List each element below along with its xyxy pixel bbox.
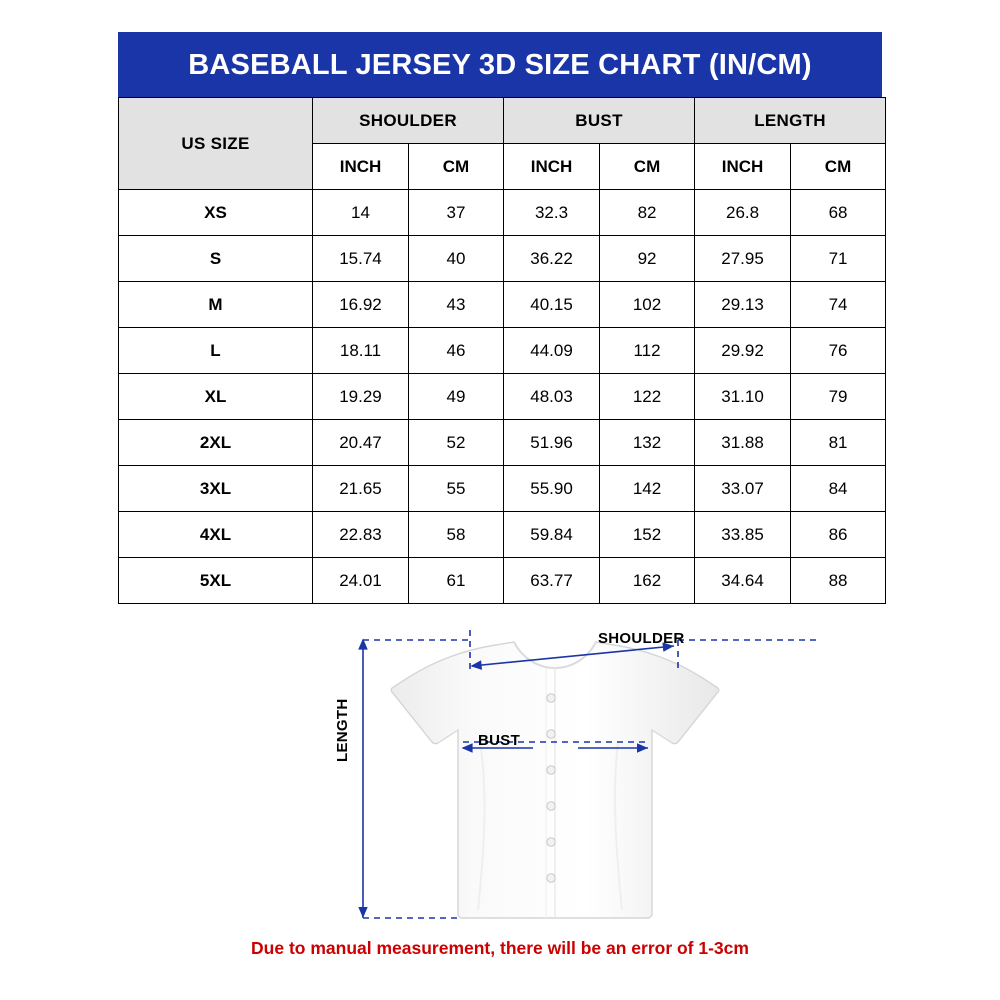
cell-bust-cm: 92 — [600, 236, 695, 282]
cell-shoulder-cm: 52 — [409, 420, 504, 466]
cell-bust-inch: 48.03 — [504, 374, 600, 420]
cell-bust-cm: 142 — [600, 466, 695, 512]
table-row — [119, 420, 886, 466]
cell-length-cm: 76 — [791, 328, 886, 374]
table-body — [119, 190, 886, 604]
cell-length-inch: 33.07 — [695, 466, 791, 512]
table-row — [119, 236, 886, 282]
jersey-garment-shape — [391, 642, 719, 918]
cell-bust-inch: 32.3 — [504, 190, 600, 236]
cell-bust-inch: 51.96 — [504, 420, 600, 466]
cell-shoulder-cm: 61 — [409, 558, 504, 604]
cell-size: XL — [119, 374, 313, 420]
cell-bust-cm: 122 — [600, 374, 695, 420]
table-row — [119, 374, 886, 420]
cell-length-inch: 34.64 — [695, 558, 791, 604]
cell-length-cm: 71 — [791, 236, 886, 282]
cell-length-cm: 84 — [791, 466, 886, 512]
table-row — [119, 558, 886, 604]
cell-bust-inch: 55.90 — [504, 466, 600, 512]
cell-length-inch: 33.85 — [695, 512, 791, 558]
table-group-header-row — [119, 98, 886, 144]
cell-bust-cm: 152 — [600, 512, 695, 558]
table-row — [119, 282, 886, 328]
cell-length-cm: 86 — [791, 512, 886, 558]
cell-length-inch: 31.88 — [695, 420, 791, 466]
cell-shoulder-cm: 43 — [409, 282, 504, 328]
size-chart-container — [118, 32, 882, 604]
cell-size: M — [119, 282, 313, 328]
cell-shoulder-inch: 15.74 — [313, 236, 409, 282]
cell-bust-inch: 44.09 — [504, 328, 600, 374]
cell-bust-cm: 162 — [600, 558, 695, 604]
cell-length-cm: 88 — [791, 558, 886, 604]
cell-bust-inch: 63.77 — [504, 558, 600, 604]
cell-bust-cm: 112 — [600, 328, 695, 374]
cell-size: 5XL — [119, 558, 313, 604]
cell-shoulder-inch: 16.92 — [313, 282, 409, 328]
unit-header-length-cm: CM — [791, 144, 886, 190]
cell-shoulder-cm: 58 — [409, 512, 504, 558]
column-header-length: LENGTH — [695, 98, 886, 144]
cell-size: 4XL — [119, 512, 313, 558]
cell-shoulder-inch: 14 — [313, 190, 409, 236]
unit-header-length-inch: INCH — [695, 144, 791, 190]
cell-shoulder-inch: 19.29 — [313, 374, 409, 420]
cell-shoulder-inch: 18.11 — [313, 328, 409, 374]
cell-length-inch: 29.13 — [695, 282, 791, 328]
cell-bust-cm: 82 — [600, 190, 695, 236]
column-header-bust: BUST — [504, 98, 695, 144]
cell-bust-cm: 102 — [600, 282, 695, 328]
cell-length-cm: 68 — [791, 190, 886, 236]
table-row — [119, 190, 886, 236]
unit-header-bust-inch: INCH — [504, 144, 600, 190]
cell-shoulder-inch: 20.47 — [313, 420, 409, 466]
label-length: LENGTH — [334, 698, 351, 762]
page-title: BASEBALL JERSEY 3D SIZE CHART (IN/CM) — [118, 32, 882, 97]
size-chart-table — [118, 97, 886, 604]
cell-length-inch: 31.10 — [695, 374, 791, 420]
cell-length-cm: 81 — [791, 420, 886, 466]
unit-header-shoulder-cm: CM — [409, 144, 504, 190]
cell-size: 2XL — [119, 420, 313, 466]
cell-shoulder-inch: 24.01 — [313, 558, 409, 604]
cell-bust-inch: 59.84 — [504, 512, 600, 558]
measurement-illustration — [118, 622, 882, 932]
cell-shoulder-inch: 21.65 — [313, 466, 409, 512]
table-row — [119, 466, 886, 512]
cell-length-inch: 27.95 — [695, 236, 791, 282]
cell-bust-inch: 36.22 — [504, 236, 600, 282]
column-header-shoulder: SHOULDER — [313, 98, 504, 144]
table-row — [119, 328, 886, 374]
cell-shoulder-cm: 49 — [409, 374, 504, 420]
cell-length-cm: 74 — [791, 282, 886, 328]
cell-shoulder-cm: 40 — [409, 236, 504, 282]
cell-bust-inch: 40.15 — [504, 282, 600, 328]
column-header-us-size: US SIZE — [119, 98, 313, 190]
cell-shoulder-cm: 46 — [409, 328, 504, 374]
cell-length-inch: 26.8 — [695, 190, 791, 236]
cell-shoulder-cm: 37 — [409, 190, 504, 236]
cell-shoulder-inch: 22.83 — [313, 512, 409, 558]
cell-length-inch: 29.92 — [695, 328, 791, 374]
cell-size: L — [119, 328, 313, 374]
cell-size: XS — [119, 190, 313, 236]
cell-shoulder-cm: 55 — [409, 466, 504, 512]
unit-header-bust-cm: CM — [600, 144, 695, 190]
label-bust: BUST — [478, 732, 521, 749]
unit-header-shoulder-inch: INCH — [313, 144, 409, 190]
cell-size: 3XL — [119, 466, 313, 512]
cell-bust-cm: 132 — [600, 420, 695, 466]
cell-size: S — [119, 236, 313, 282]
jersey-diagram — [118, 622, 882, 932]
cell-length-cm: 79 — [791, 374, 886, 420]
table-row — [119, 512, 886, 558]
measurement-note: Due to manual measurement, there will be an error of 1-3cm — [251, 938, 749, 958]
label-shoulder: SHOULDER — [598, 630, 685, 647]
